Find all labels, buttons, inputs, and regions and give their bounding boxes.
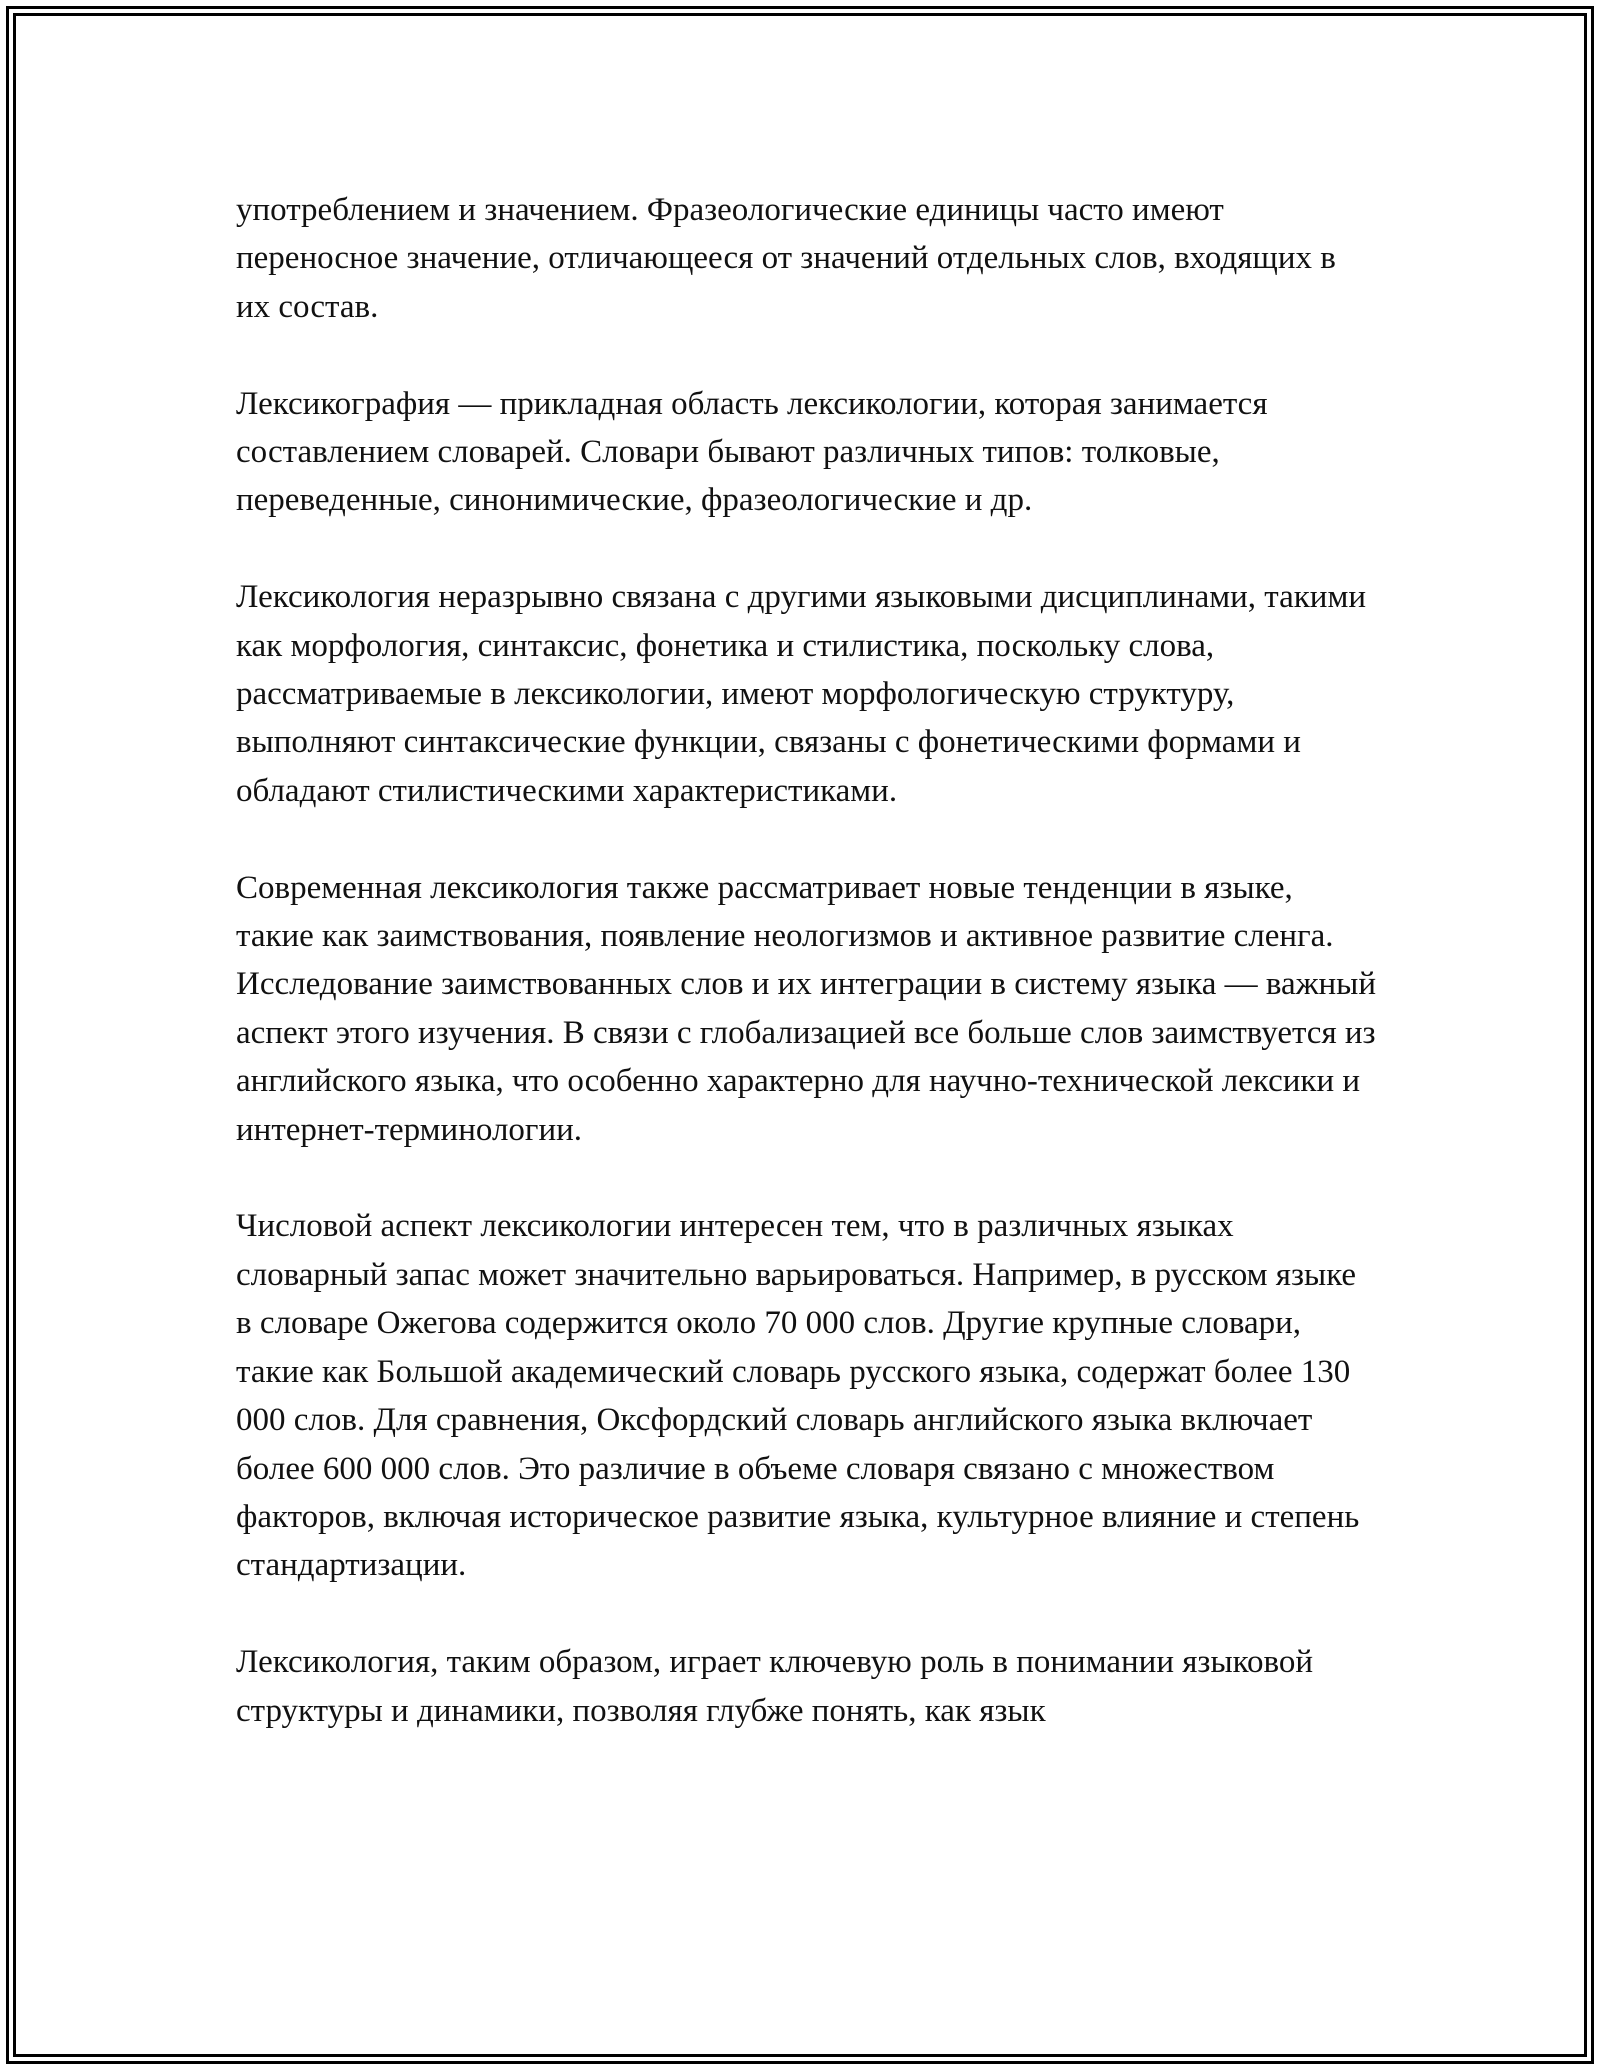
document-body: [236, 186, 1376, 1735]
paragraph-modern-trends: Современная лексикология также рассматривает новые тенденции в языке, такие как заимствования, появление неологизмов и активное развитие сленга. Исследование заимствованных слов и их интеграции в систему языка — важный аспект этого изучения. В связи с глобализацией все больше слов заимствуется из английского языка, что особенно характерно для научно-технической лексики и интернет-терминологии.: [236, 869, 1376, 1148]
paragraph-vocabulary-size: Числовой аспект лексикологии интересен тем, что в различных языках словарный запас может значительно варьироваться. Например, в русском языке в словаре Ожегова содержится около 70 000 слов. Другие крупные словари, такие как Большой академический словарь русского языка, содержат более 130 000 слов. Для сравнения, Оксфордский словарь английского языка включает более 600 000 слов. Это различие в объеме словаря связано с множеством факторов, включая историческое развитие языка, культурное влияние и степень стандартизации.: [236, 1208, 1360, 1584]
paragraph-related-disciplines: Лексикология неразрывно связана с другими языковыми дисциплинами, такими как морфология, синтаксис, фонетика и стилистика, поскольку слова, рассматриваемые в лексикологии, имеют морфологическую структуру, выполняют синтаксические функции, связаны с фонетическими формами и обладают стилистическими характеристиками.: [236, 579, 1366, 809]
paragraph-lexicography: Лексикография — прикладная область лексикологии, которая занимается составлением словарей. Словари бывают различных типов: толковые, переведенные, синонимические, фразеологические и др.: [236, 385, 1268, 519]
paragraph-conclusion: Лексикология, таким образом, играет ключевую роль в понимании языковой структуры и динамики, позволяя глубже понять, как язык: [236, 1644, 1314, 1729]
paragraph-phraseology-meaning: употреблением и значением. Фразеологические единицы часто имеют переносное значение, отличающееся от значений отдельных слов, входящих в их состав.: [236, 192, 1336, 325]
